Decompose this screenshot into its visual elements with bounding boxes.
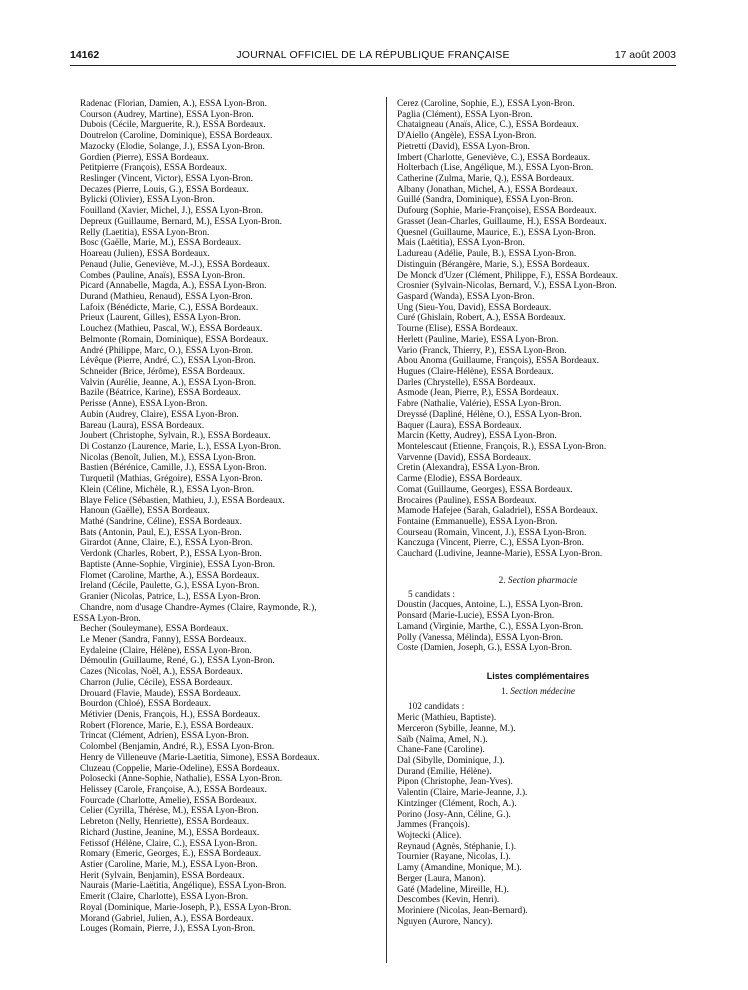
list-item: Darles (Chrystelle), ESSA Bordeaux.	[397, 377, 536, 388]
candidate-count: 102 candidats :	[408, 702, 465, 713]
list-item: Pipon (Christophe, Jean-Yves).	[397, 777, 513, 788]
list-item: Bourdon (Chloé), ESSA Bordeaux.	[80, 699, 211, 710]
list-item: Paglia (Clément), ESSA Lyon-Bron.	[397, 109, 533, 120]
list-item: Gaté (Madeline, Mireille, H.).	[397, 884, 509, 895]
list-item: Polosecki (Anne-Sophie, Nathalie), ESSA Lyon-Bron.	[80, 774, 283, 785]
page-header	[70, 49, 676, 63]
list-item: Granier (Nicolas, Patrice, L.), ESSA Lyon-Bron.	[80, 592, 261, 603]
list-item: Cluzeau (Coppelie, Marie-Odeline), ESSA Bordeaux.	[80, 763, 280, 774]
list-item: Baptiste (Anne-Sophie, Virginie), ESSA Lyon-Bron.	[80, 559, 276, 570]
list-item: Valvin (Aurélie, Jeanne, A.), ESSA Lyon-Bron.	[80, 377, 257, 388]
list-item: Saïb (Naïma, Amel, N.).	[397, 734, 488, 745]
list-item: Distinguin (Bérangère, Marie, S.), ESSA Bordeaux.	[397, 259, 590, 270]
list-item: Naurais (Marie-Laëtitia, Angélique), ESSA Lyon-Bron.	[80, 881, 287, 892]
list-item: Tournier (Rayane, Nicolas, I.).	[397, 852, 511, 863]
list-item: Merceron (Sybille, Jeanne, M.).	[397, 723, 516, 734]
list-item: Kintzinger (Clément, Roch, A.).	[397, 798, 517, 809]
list-item: Chane-Fane (Caroline).	[397, 745, 485, 756]
left-column	[73, 99, 376, 935]
list-item: Comat (Guillaume, Georges), ESSA Bordeaux.	[397, 484, 573, 495]
list-item: Turquetil (Mathias, Grégoire), ESSA Lyon-Bron.	[80, 474, 263, 485]
list-item: Helissey (Carole, Françoise, A.), ESSA Bordeaux.	[80, 785, 267, 795]
list-item: Coste (Damien, Joseph, G.), ESSA Lyon-Bron.	[397, 643, 573, 654]
header-rule	[70, 65, 676, 66]
list-item: Cazes (Nicolas, Noël, A.), ESSA Bordeaux.	[80, 667, 243, 678]
list-item: Kanczuga (Vincent, Pierre, C.), ESSA Lyon-Bron.	[397, 538, 584, 549]
list-item: Hugues (Claire-Hélène), ESSA Bordeaux.	[397, 366, 554, 377]
list-item: Prieux (Laurent, Gilles), ESSA Lyon-Bron.	[80, 313, 241, 324]
list-item: Penaud (Julie, Geneviève, M.-J.), ESSA Bordeaux.	[80, 259, 270, 270]
list-item: Aubin (Audrey, Claire), ESSA Lyon-Bron.	[80, 409, 239, 420]
list-item: D'Aiello (Angèle), ESSA Lyon-Bron.	[397, 131, 537, 142]
list-item: Dal (Sibylle, Dominique, J.).	[397, 755, 505, 766]
list-item: Carme (Elodie), ESSA Bordeaux.	[397, 474, 523, 485]
list-item: Combes (Pauline, Anaïs), ESSA Lyon-Bron.	[80, 270, 246, 281]
list-item: Decazes (Pierre, Louis, G.), ESSA Bordeaux.	[80, 184, 249, 195]
list-item: Catherine (Zulma, Marie, Q.), ESSA Bordeaux.	[397, 174, 575, 185]
list-item: Brocaires (Pauline), ESSA Bordeaux.	[397, 495, 537, 506]
list-item: Perisse (Anne), ESSA Lyon-Bron.	[80, 399, 208, 410]
list-item: Celier (Cyrilla, Thérèse, M.), ESSA Lyon-Bron.	[80, 806, 259, 817]
list-item: Fouilland (Xavier, Michel, J.), ESSA Lyon-Bron.	[80, 206, 263, 217]
list-item: Cerez (Caroline, Sophie, E.), ESSA Lyon-Bron.	[397, 99, 575, 109]
list-item: Richard (Justine, Jeanine, M.), ESSA Bordeaux.	[80, 827, 260, 838]
list-item: Imbert (Charlotte, Geneviève, C.), ESSA Bordeaux.	[397, 152, 591, 163]
list-item: Mathé (Sandrine, Céline), ESSA Bordeaux.	[80, 517, 242, 528]
list-item: Ponsard (Marie-Lucie), ESSA Lyon-Bron.	[397, 611, 555, 622]
list-item: Porino (Josy-Ann, Céline, G.).	[397, 809, 511, 820]
list-item: Mais (Laëtitia), ESSA Lyon-Bron.	[397, 238, 525, 249]
list-item: Girardot (Anne, Claire, E.), ESSA Lyon-Bron.	[80, 538, 253, 549]
journal-title: JOURNAL OFFICIEL DE LA RÉPUBLIQUE FRANÇAISE	[236, 49, 510, 61]
list-item: Astier (Caroline, Marie, M.), ESSA Lyon-Bron.	[80, 860, 258, 871]
list-item: Fourcade (Charlotte, Amelie), ESSA Bordeaux.	[80, 795, 257, 806]
list-item: Vario (Franck, Thierry, P.), ESSA Lyon-Bron.	[397, 345, 567, 356]
list-item: ESSA Lyon-Bron.	[73, 613, 141, 624]
section-heading-pharmacie	[397, 576, 679, 587]
pharmacie-list	[397, 600, 679, 654]
list-item: Dubois (Cécile, Marguerite, R.), ESSA Bordeaux.	[80, 120, 266, 131]
list-item: Petitpierre (François), ESSA Bordeaux.	[80, 163, 227, 174]
list-item: Lamand (Virginie, Marthe, C.), ESSA Lyon-Bron.	[397, 621, 584, 632]
list-item: Schneider (Brice, Jérôme), ESSA Bordeaux.	[80, 366, 245, 377]
section-number: 2.	[498, 575, 506, 586]
candidate-list-continued	[397, 99, 679, 560]
list-item: Dufourg (Sophie, Marie-Françoise), ESSA Bordeaux.	[397, 206, 597, 217]
list-item: Asmode (Jean, Pierre, P.), ESSA Bordeaux.	[397, 388, 559, 399]
list-item: Lebreton (Nelly, Henriette), ESSA Bordeaux.	[80, 817, 250, 828]
list-item: Depreux (Guillaume, Bernard, M.), ESSA Lyon-Bron.	[80, 216, 282, 227]
section-title: Section pharmacie	[507, 575, 578, 586]
list-item: Crosnier (Sylvain-Nicolas, Bernard, V.), ESSA Lyon-Bron.	[397, 281, 617, 292]
list-item: Fabre (Nathalie, Valérie), ESSA Lyon-Bron.	[397, 399, 562, 410]
list-item: Doustin (Jacques, Antoine, L.), ESSA Lyon-Bron.	[397, 600, 583, 611]
list-item: Curé (Ghislain, Robert, A.), ESSA Bordeaux.	[397, 313, 566, 324]
list-item: Lévêque (Pierre, André, C.), ESSA Lyon-Bron.	[80, 356, 256, 367]
list-item: Doutrelon (Caroline, Dominique), ESSA Bordeaux.	[80, 131, 273, 142]
list-item: Relly (Laetitia), ESSA Lyon-Bron.	[80, 227, 210, 238]
list-item: Romary (Emeric, Georges, E.), ESSA Bordeaux.	[80, 849, 262, 860]
list-item: Colombel (Benjamin, André, R.), ESSA Lyon-Bron.	[80, 742, 275, 753]
list-item: Picard (Annabelle, Magda, A.), ESSA Lyon-Bron.	[80, 281, 267, 292]
list-item: Courseau (Romain, Vincent, J.), ESSA Lyon-Bron.	[397, 527, 587, 538]
list-item: Courson (Audrey, Martine), ESSA Lyon-Bron.	[80, 109, 254, 120]
list-item: Le Mener (Sandra, Fanny), ESSA Bordeaux.	[80, 634, 247, 645]
list-item: Flomet (Caroline, Marthe, A.), ESSA Bordeaux.	[80, 570, 260, 581]
list-item: Quesnel (Guillaume, Maurice, E.), ESSA Lyon-Bron.	[397, 227, 596, 238]
list-item: Belmonte (Romain, Dominique), ESSA Bordeaux.	[80, 334, 269, 345]
list-item: Varvenne (David), ESSA Bordeaux.	[397, 452, 532, 463]
right-column	[397, 99, 679, 927]
list-item: Bastien (Bérénice, Camille, J.), ESSA Lyon-Bron.	[80, 463, 267, 474]
list-item: Radenac (Florian, Damien, A.), ESSA Lyon-Bron.	[80, 99, 267, 109]
list-item: Meric (Mathieu, Baptiste).	[397, 713, 497, 724]
list-item: Ladureau (Adélie, Paule, B.), ESSA Lyon-Bron.	[397, 249, 577, 260]
list-item: Abou Anoma (Guillaume, François), ESSA Bordeaux.	[397, 356, 599, 367]
list-item: Charron (Julie, Cécile), ESSA Bordeaux.	[80, 677, 233, 688]
list-item: Wojtecki (Alice).	[397, 831, 462, 841]
list-item: Montelescaut (Etienne, François, R.), ESSA Lyon-Bron.	[397, 442, 607, 452]
list-item: Bareau (Laura), ESSA Bordeaux.	[80, 420, 205, 431]
list-item: Drouard (Flavie, Maude), ESSA Bordeaux.	[80, 688, 241, 699]
list-item: Louges (Romain, Pierre, J.), ESSA Lyon-Bron.	[80, 924, 256, 935]
section-title: Section médecine	[510, 686, 576, 697]
list-item: Nicolas (Benoît, Julien, M.), ESSA Lyon-Bron.	[80, 452, 257, 463]
list-item: Hoareau (Julien), ESSA Bordeaux.	[80, 249, 210, 260]
list-item: Valentin (Claire, Marie-Jeanne, J.).	[397, 788, 528, 799]
list-item: Joubert (Christophe, Sylvain, R.), ESSA Bordeaux.	[80, 431, 271, 442]
list-item: Mamode Hafejee (Sarah, Galadriel), ESSA Bordeaux.	[397, 506, 598, 517]
list-item: Jammes (François).	[397, 820, 470, 831]
list-item: Nguyen (Aurore, Nancy).	[397, 916, 493, 927]
section-heading-medecine	[397, 687, 679, 698]
list-item: Lafoix (Bénédicte, Marie, C.), ESSA Bordeaux.	[80, 302, 259, 313]
page-number: 14162	[70, 49, 100, 61]
list-item: Bylicki (Olivier), ESSA Lyon-Bron.	[80, 195, 215, 206]
list-item: Moriniere (Nicolas, Jean-Bernard).	[397, 906, 528, 917]
list-item: Cretin (Alexandra), ESSA Lyon-Bron.	[397, 463, 540, 474]
list-item: Ireland (Cécile, Paulette, G.), ESSA Lyon-Bron.	[80, 581, 260, 592]
list-item: Becher (Souleymane), ESSA Bordeaux.	[80, 624, 229, 635]
list-item: Descombes (Kevin, Henri).	[397, 895, 500, 906]
list-item: Verdonk (Charles, Robert, P.), ESSA Lyon-Bron.	[80, 549, 262, 560]
list-item: Di Costanzo (Laurence, Marie, L.), ESSA Lyon-Bron.	[80, 442, 282, 452]
list-item: Chandre, nom d'usage Chandre-Aymes (Claire, Raymonde, R.),	[80, 602, 317, 613]
list-item: Ung (Sieu-You, David), ESSA Bordeaux.	[397, 302, 552, 313]
list-item: Marcin (Ketty, Audrey), ESSA Lyon-Bron.	[397, 431, 557, 442]
list-item: Polly (Vanessa, Mélinda), ESSA Lyon-Bron.	[397, 632, 564, 643]
list-item: Holterbach (Lise, Angélique, M.), ESSA Lyon-Bron.	[397, 163, 594, 174]
list-item: Royal (Dominique, Marie-Joseph, P.), ESSA Lyon-Bron.	[80, 902, 292, 913]
candidate-count: 5 candidats :	[408, 589, 455, 600]
list-item: De Monck d'Uzer (Clément, Philippe, F.), ESSA Bordeaux.	[397, 270, 618, 281]
list-item: Hanoun (Gaëlle), ESSA Bordeaux.	[80, 506, 210, 517]
list-item: Morand (Gabriel, Julien, A.), ESSA Bordeaux.	[80, 913, 254, 924]
list-item: Blaye Felice (Sébastien, Mathieu, J.), ESSA Bordeaux.	[80, 495, 285, 506]
medecine-list	[397, 713, 679, 927]
list-item: Grasset (Jean-Charles, Guillaume, H.), ESSA Bordeaux.	[397, 216, 607, 227]
list-item: Klein (Céline, Michèle, R.), ESSA Lyon-Bron.	[80, 484, 255, 495]
list-item: Fontaine (Emmanuelle), ESSA Lyon-Bron.	[397, 517, 558, 528]
list-item: Pietretti (David), ESSA Lyon-Bron.	[397, 141, 530, 152]
list-item: Bats (Antonin, Paul, E.), ESSA Lyon-Bron.	[80, 527, 242, 538]
list-item: Berger (Laura, Manon).	[397, 873, 486, 884]
list-item: Métivier (Denis, François, H.), ESSA Bordeaux.	[80, 709, 261, 720]
list-item: Henry de Villeneuve (Marie-Laetitia, Simone), ESSA Bordeaux.	[80, 752, 320, 763]
list-item: Louchez (Mathieu, Pascal, W.), ESSA Bordeaux.	[80, 324, 263, 335]
list-item: Baquer (Laura), ESSA Bordeaux.	[397, 420, 522, 431]
list-item: Durand (Emilie, Hélène).	[397, 766, 492, 777]
list-item: Tourne (Elise), ESSA Bordeaux.	[397, 324, 518, 335]
list-item: Gaspard (Wanda), ESSA Lyon-Bron.	[397, 291, 535, 302]
list-item: Chataigneau (Anaïs, Alice, C.), ESSA Bordeaux.	[397, 120, 579, 131]
list-item: Bazile (Béatrice, Karine), ESSA Bordeaux.	[80, 388, 241, 399]
list-item: Reynaud (Agnès, Stéphanie, I.).	[397, 841, 517, 852]
listes-heading: Listes complémentaires	[486, 670, 590, 681]
list-item: Dreyssé (Dapliné, Hélène, O.), ESSA Lyon-Bron.	[397, 409, 582, 420]
list-item: Eydaleine (Claire, Hélène), ESSA Lyon-Bron.	[80, 645, 252, 656]
list-item: Herlett (Pauline, Marie), ESSA Lyon-Bron.	[397, 334, 559, 345]
list-item: Cauchard (Ludivine, Jeanne-Marie), ESSA Lyon-Bron.	[397, 549, 603, 560]
list-item: Bosc (Gaëlle, Marie, M.), ESSA Bordeaux.	[80, 238, 242, 249]
list-item: Guillé (Sandra, Dominique), ESSA Lyon-Bron.	[397, 195, 574, 206]
column-divider	[386, 97, 387, 963]
list-item: Gordien (Pierre), ESSA Bordeaux.	[80, 152, 209, 163]
list-item: Herit (Sylvain, Benjamin), ESSA Bordeaux.	[80, 870, 245, 881]
list-item: André (Philippe, Marc, O.), ESSA Lyon-Bron.	[80, 345, 254, 356]
list-item: Fetissof (Hélène, Claire, C.), ESSA Lyon-Bron.	[80, 838, 258, 849]
list-item: Durand (Mathieu, Renaud), ESSA Lyon-Bron.	[80, 291, 253, 302]
list-item: Mazocky (Elodie, Solange, J.), ESSA Lyon-Bron.	[80, 141, 265, 152]
list-item: Emerit (Claire, Charlotte), ESSA Lyon-Bron.	[80, 892, 249, 903]
issue-date: 17 août 2003	[614, 49, 676, 61]
list-item: Trincat (Clément, Adrien), ESSA Lyon-Bron.	[80, 731, 249, 742]
list-item: Albany (Jonathan, Michel, A.), ESSA Bordeaux.	[397, 184, 578, 195]
list-item: Lamy (Amandine, Monique, M.).	[397, 863, 522, 874]
list-item: Démoulin (Guillaume, René, G.), ESSA Lyon-Bron.	[80, 656, 275, 667]
section-number: 1.	[500, 686, 508, 697]
list-item: Robert (Florence, Marie, E.), ESSA Bordeaux.	[80, 720, 254, 731]
list-item: Reslinger (Vincent, Victor), ESSA Lyon-Bron.	[80, 174, 254, 185]
